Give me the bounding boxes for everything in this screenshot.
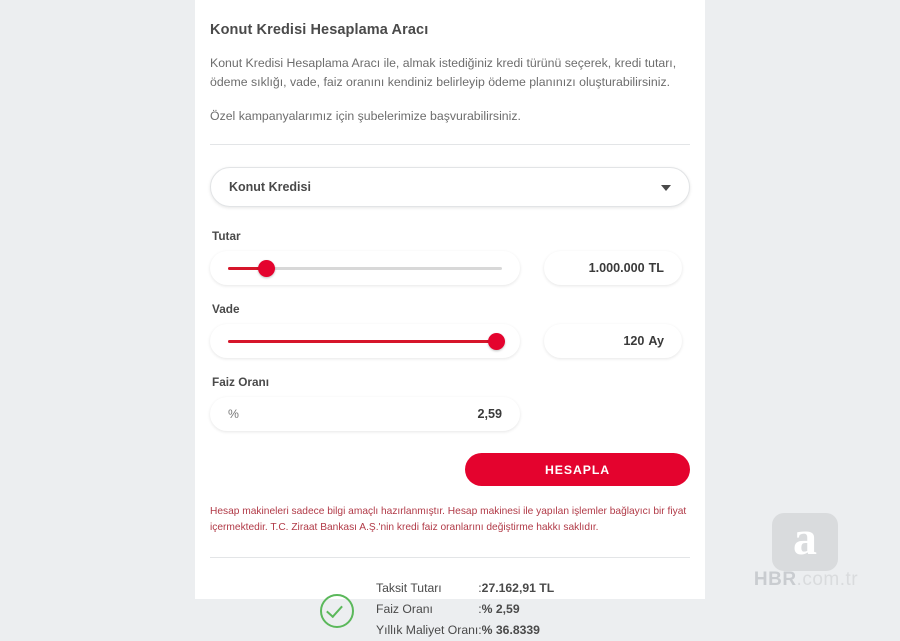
table-row (376, 578, 554, 599)
result-key: Yıllık Maliyet Oranı (376, 623, 479, 638)
amount-value: 1.000.000 (588, 261, 645, 276)
rate-label: Faiz Oranı (212, 375, 270, 390)
percent-sign: % (228, 407, 239, 422)
watermark (726, 513, 886, 591)
results-table (376, 578, 554, 641)
amount-label: Tutar (212, 229, 241, 244)
watermark-logo-icon: a (772, 513, 838, 571)
rate-input[interactable] (210, 397, 520, 431)
amount-slider-track[interactable] (228, 267, 502, 270)
amount-slider[interactable] (210, 251, 520, 285)
divider (210, 144, 690, 145)
amount-row (210, 251, 690, 285)
legal-note: Hesap makineleri sadece bilgi amaçlı hazırlanmıştır. Hesap makinesi ile yapılan işlemler bağlayıcı bir fiyat içermektedir. T.C. Ziraat Bankası A.Ş.'nin kredi faiz oranlarını değiştirme hakkı saklıdır. (210, 506, 687, 534)
divider-results (210, 557, 690, 558)
table-row (376, 599, 554, 620)
table-row (376, 620, 554, 641)
calculate-row (210, 453, 690, 486)
amount-slider-knob[interactable] (258, 260, 275, 277)
term-slider[interactable] (210, 324, 520, 358)
result-separator: : (478, 623, 482, 638)
rate-value: 2,59 (477, 407, 502, 422)
term-slider-fill (228, 340, 497, 343)
term-row (210, 324, 690, 358)
result-value: % 2,59 (481, 602, 520, 617)
amount-value-field[interactable] (544, 251, 682, 285)
result-value: % 36.8339 (481, 623, 540, 638)
term-value-field[interactable] (544, 324, 682, 358)
term-slider-knob[interactable] (488, 333, 505, 350)
result-separator: : (478, 602, 482, 617)
result-separator: : (478, 581, 482, 596)
loan-type-select[interactable] (210, 167, 690, 207)
result-value: 27.162,91 TL (481, 581, 555, 596)
term-unit: Ay (648, 334, 664, 349)
calculate-button[interactable]: HESAPLA (465, 453, 690, 486)
watermark-text (726, 569, 886, 591)
term-label: Vade (212, 302, 240, 317)
chevron-down-icon (661, 185, 671, 191)
result-key: Taksit Tutarı (376, 581, 442, 596)
calculator-panel (195, 0, 705, 638)
watermark-text-bold: HBR (753, 569, 797, 590)
amount-unit: TL (648, 261, 664, 276)
result-key: Faiz Oranı (376, 602, 433, 617)
loan-type-selected-label: Konut Kredisi (229, 180, 311, 195)
results-section (210, 578, 690, 641)
term-slider-track[interactable] (228, 340, 502, 343)
panel-description-secondary: Özel kampanyalarımız için şubelerimize başvurabilirsiniz. (210, 109, 521, 124)
term-value: 120 (623, 334, 645, 349)
watermark-text-domain: .com.tr (796, 569, 859, 590)
page-title: Konut Kredisi Hesaplama Aracı (210, 22, 429, 38)
panel-description: Konut Kredisi Hesaplama Aracı ile, almak istediğiniz kredi türünü seçerek, kredi tutarı, ödeme sıklığı, vade, faiz oranını kendiniz belirleyip ödeme planınızı oluşturabilirsiniz. (210, 56, 677, 90)
